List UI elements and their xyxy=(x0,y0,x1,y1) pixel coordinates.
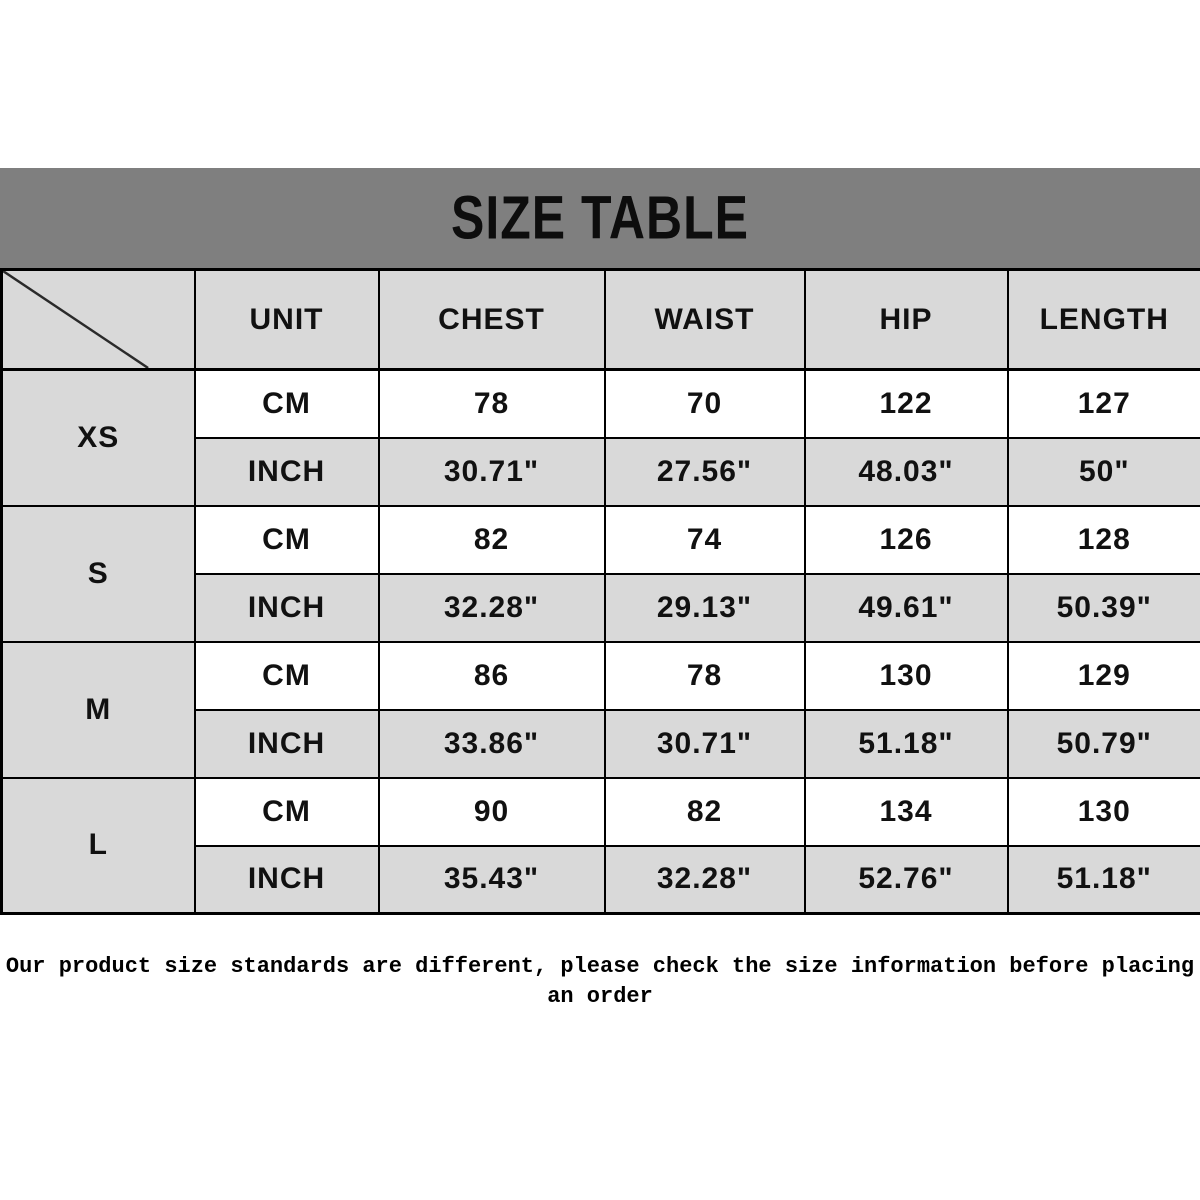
cell-value: 126 xyxy=(805,506,1008,574)
cell-value: 127 xyxy=(1008,370,1200,438)
column-header-waist: WAIST xyxy=(605,270,805,370)
column-header-hip: HIP xyxy=(805,270,1008,370)
cell-value: 50.79" xyxy=(1008,710,1200,778)
cell-value: 78 xyxy=(379,370,605,438)
size-label-m: M xyxy=(2,642,195,778)
cell-value: 130 xyxy=(805,642,1008,710)
table-row xyxy=(2,370,1200,438)
cell-value: 134 xyxy=(805,778,1008,846)
cell-value: 33.86" xyxy=(379,710,605,778)
cell-value: 35.43" xyxy=(379,846,605,914)
unit-label: INCH xyxy=(195,438,379,506)
cell-value: 130 xyxy=(1008,778,1200,846)
cell-value: 70 xyxy=(605,370,805,438)
column-header-chest: CHEST xyxy=(379,270,605,370)
cell-value: 30.71" xyxy=(605,710,805,778)
diagonal-line-icon xyxy=(3,271,194,368)
size-table xyxy=(0,268,1200,915)
cell-value: 51.18" xyxy=(1008,846,1200,914)
corner-cell xyxy=(2,270,195,370)
cell-value: 129 xyxy=(1008,642,1200,710)
unit-label: CM xyxy=(195,778,379,846)
size-label-xs: XS xyxy=(2,370,195,506)
cell-value: 32.28" xyxy=(379,574,605,642)
cell-value: 32.28" xyxy=(605,846,805,914)
cell-value: 49.61" xyxy=(805,574,1008,642)
cell-value: 52.76" xyxy=(805,846,1008,914)
cell-value: 51.18" xyxy=(805,710,1008,778)
cell-value: 82 xyxy=(379,506,605,574)
cell-value: 50.39" xyxy=(1008,574,1200,642)
cell-value: 50" xyxy=(1008,438,1200,506)
unit-label: INCH xyxy=(195,574,379,642)
cell-value: 48.03" xyxy=(805,438,1008,506)
cell-value: 86 xyxy=(379,642,605,710)
column-header-unit: UNIT xyxy=(195,270,379,370)
cell-value: 29.13" xyxy=(605,574,805,642)
cell-value: 74 xyxy=(605,506,805,574)
cell-value: 30.71" xyxy=(379,438,605,506)
table-row xyxy=(2,642,1200,710)
table-header-row xyxy=(2,270,1200,370)
table-row xyxy=(2,506,1200,574)
cell-value: 90 xyxy=(379,778,605,846)
size-note-line1: Our product size standards are different, please check the size information before placing xyxy=(5,954,1195,979)
title-banner xyxy=(0,168,1200,268)
size-label-s: S xyxy=(2,506,195,642)
cell-value: 27.56" xyxy=(605,438,805,506)
unit-label: CM xyxy=(195,506,379,574)
cell-value: 128 xyxy=(1008,506,1200,574)
table-row xyxy=(2,778,1200,846)
column-header-length: LENGTH xyxy=(1008,270,1200,370)
cell-value: 78 xyxy=(605,642,805,710)
size-note-line2: an order xyxy=(547,984,653,1009)
cell-value: 82 xyxy=(605,778,805,846)
unit-label: CM xyxy=(195,642,379,710)
cell-value: 122 xyxy=(805,370,1008,438)
size-note xyxy=(0,952,1200,1012)
unit-label: CM xyxy=(195,370,379,438)
page-title: SIZE TABLE xyxy=(451,183,749,253)
unit-label: INCH xyxy=(195,846,379,914)
unit-label: INCH xyxy=(195,710,379,778)
size-label-l: L xyxy=(2,778,195,914)
